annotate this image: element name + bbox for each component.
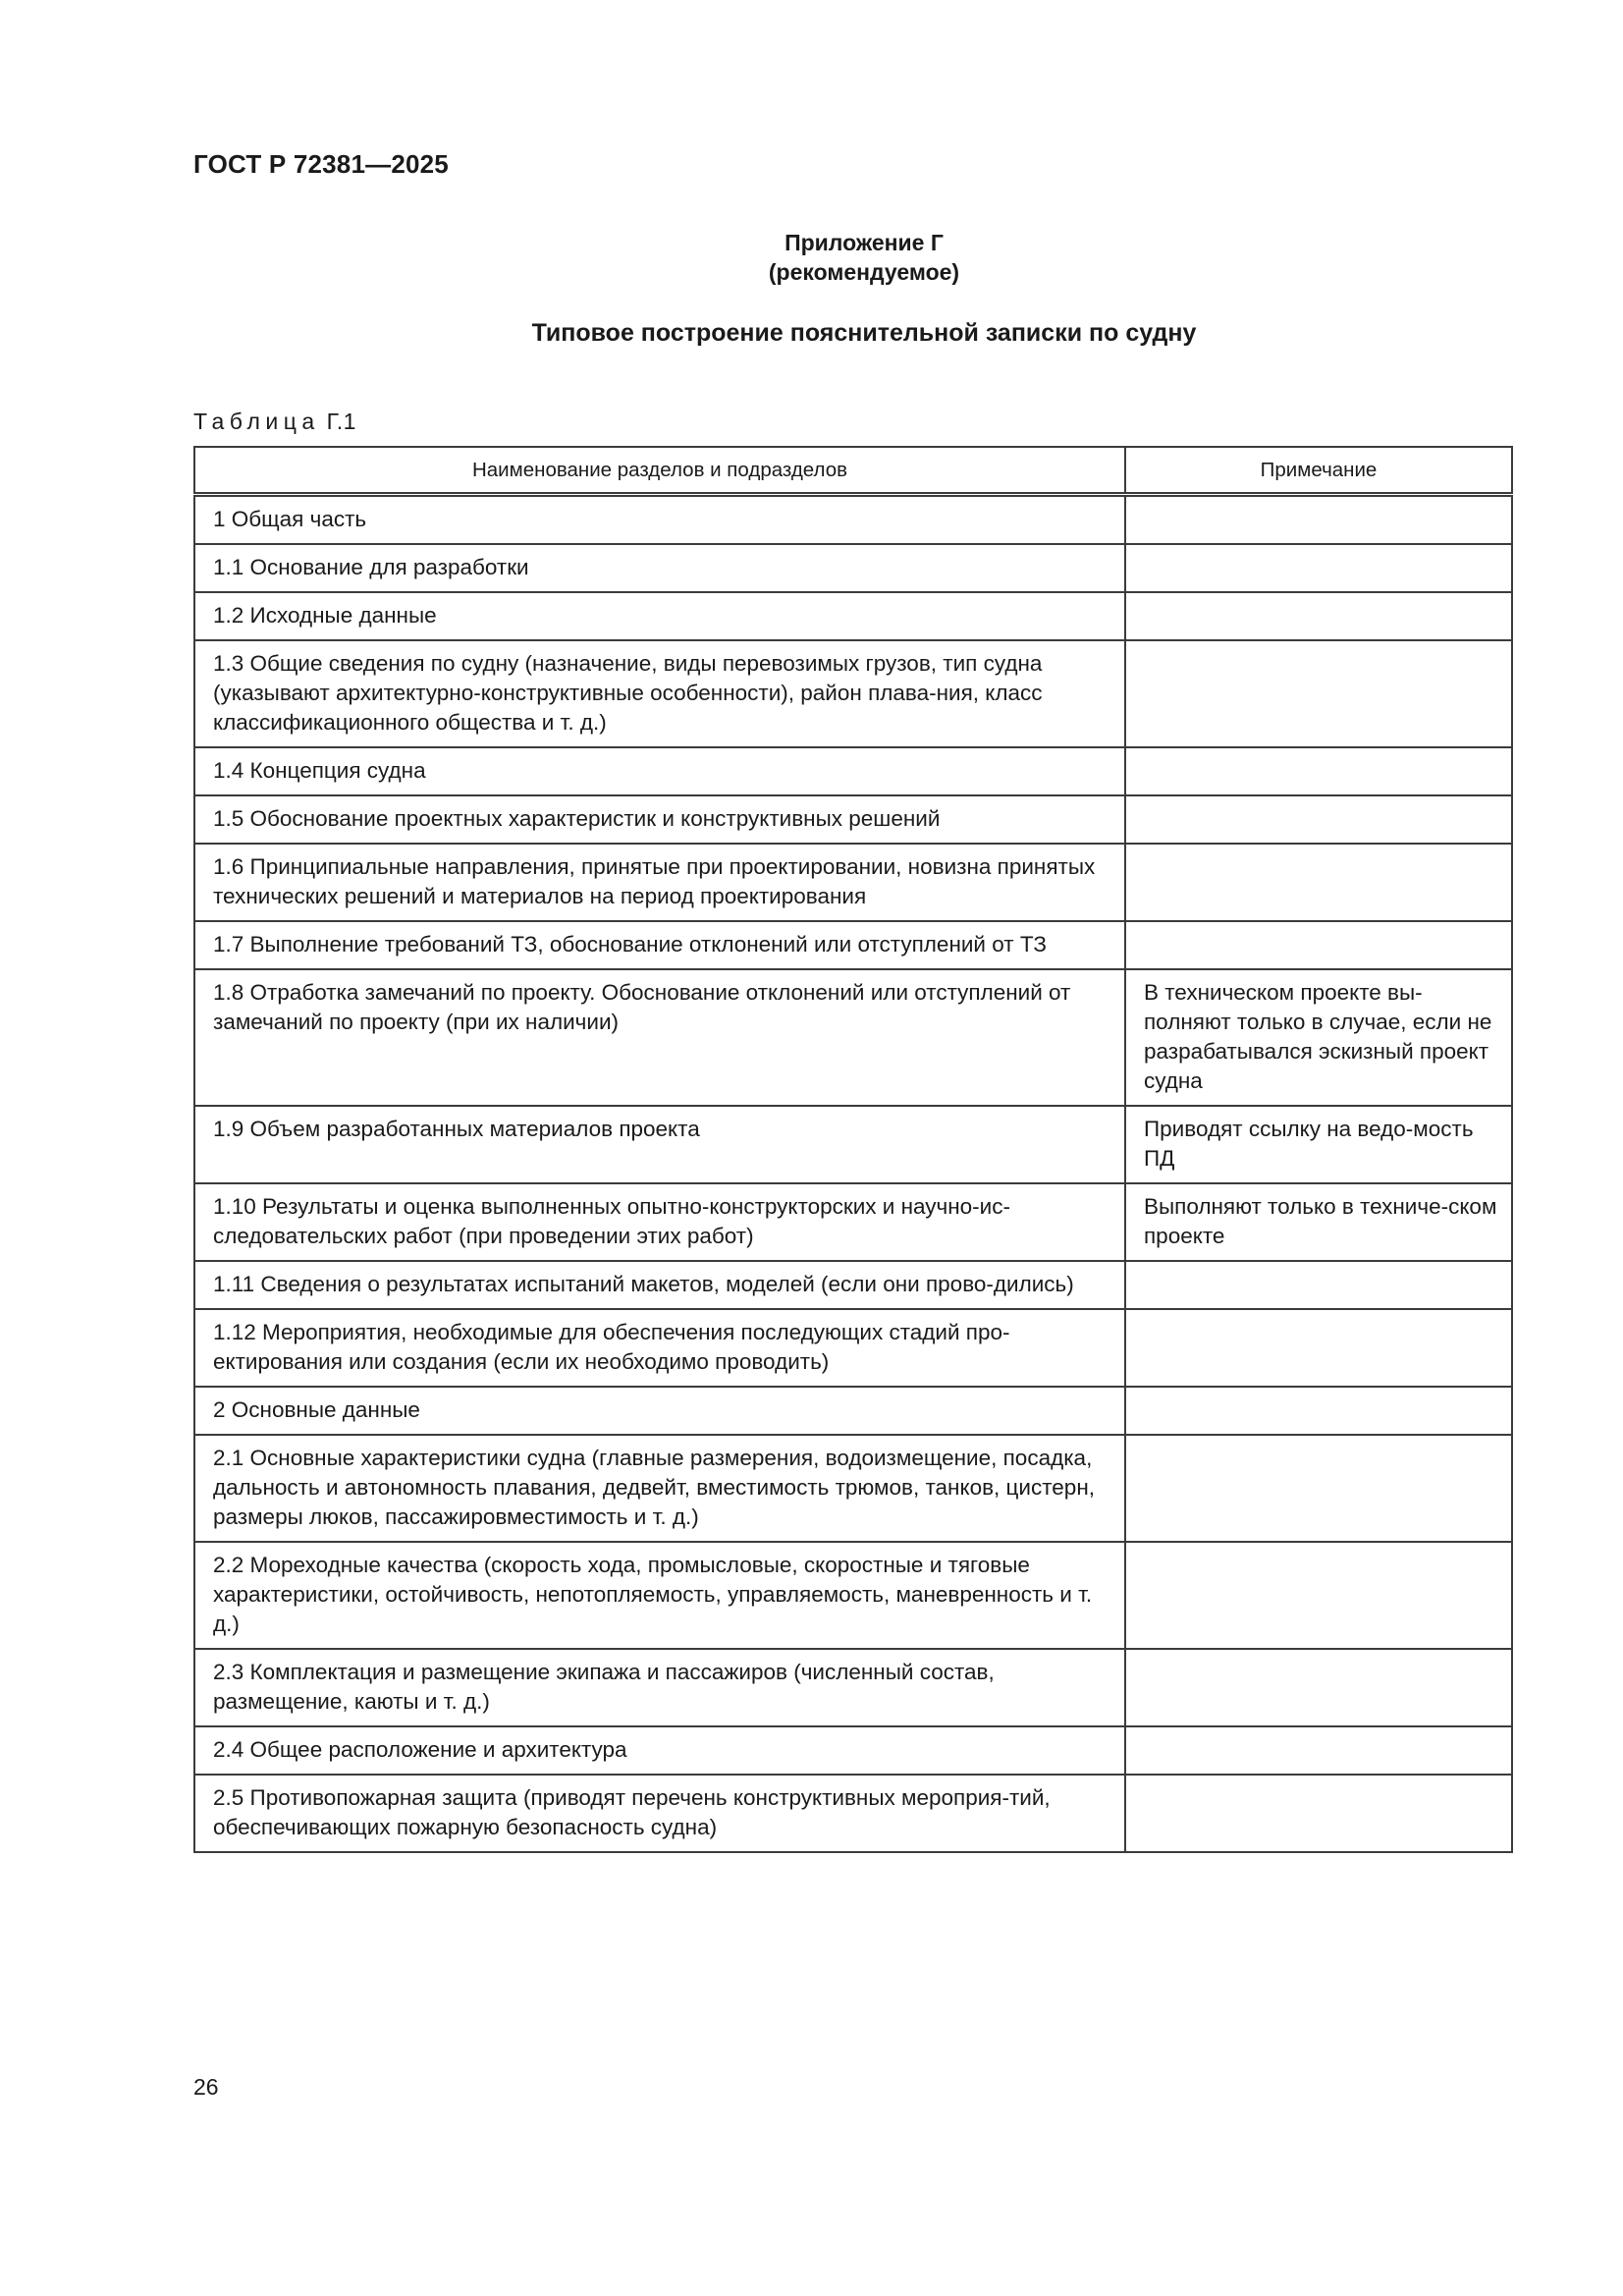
section-name-cell: 2.1 Основные характеристики судна (главные размерения, водоизмещение, посадка, дальность и автономность плавания, дедвейт, вместимость трюмов, танков, цистерн, размеры люков, пассажировместимость и т. д.) <box>194 1435 1125 1542</box>
note-cell <box>1125 1649 1512 1726</box>
table-row <box>194 795 1512 844</box>
note-cell <box>1125 1435 1512 1542</box>
section-name-cell: 2.4 Общее расположение и архитектура <box>194 1726 1125 1775</box>
note-cell <box>1125 1309 1512 1387</box>
section-name-cell: 2.5 Противопожарная защита (приводят перечень конструктивных мероприя-тий, обеспечивающих пожарную безопасность судна) <box>194 1775 1125 1852</box>
table-row <box>194 844 1512 921</box>
table-row <box>194 1261 1512 1309</box>
table-row <box>194 1435 1512 1542</box>
section-name-cell: 2.2 Мореходные качества (скорость хода, промысловые, скоростные и тяговые характеристики, остойчивость, непотопляемость, управляемость, маневренность и т. д.) <box>194 1542 1125 1649</box>
section-name-cell: 1.10 Результаты и оценка выполненных опытно-конструкторских и научно-ис-следовательских работ (при проведении этих работ) <box>194 1183 1125 1261</box>
section-name-cell: 1.5 Обоснование проектных характеристик и конструктивных решений <box>194 795 1125 844</box>
section-name-cell: 1.3 Общие сведения по судну (назначение, виды перевозимых грузов, тип судна (указывают архитектурно-конструктивные особенности), район плава-ния, класс классификационного общества и т. д.) <box>194 640 1125 747</box>
note-cell <box>1125 747 1512 795</box>
section-name-cell: 2.3 Комплектация и размещение экипажа и пассажиров (численный состав, размещение, каюты и т. д.) <box>194 1649 1125 1726</box>
section-name-cell: 1.2 Исходные данные <box>194 592 1125 640</box>
annex-label: Приложение Г <box>784 230 944 255</box>
note-cell: Приводят ссылку на ведо-мость ПД <box>1125 1106 1512 1183</box>
note-cell <box>1125 640 1512 747</box>
note-cell <box>1125 1387 1512 1435</box>
sections-table <box>193 446 1513 1853</box>
table-row <box>194 1726 1512 1775</box>
table-row <box>194 1309 1512 1387</box>
note-cell <box>1125 592 1512 640</box>
document-code: ГОСТ Р 72381—2025 <box>193 149 449 179</box>
table-row <box>194 1387 1512 1435</box>
table-row <box>194 495 1512 545</box>
section-name-cell: 2 Основные данные <box>194 1387 1125 1435</box>
section-name-cell: 1.9 Объем разработанных материалов проекта <box>194 1106 1125 1183</box>
table-row <box>194 544 1512 592</box>
annex-title: Типовое построение пояснительной записки по судну <box>531 319 1197 347</box>
table-row <box>194 1183 1512 1261</box>
table-row <box>194 1775 1512 1852</box>
note-cell: Выполняют только в техниче-ском проекте <box>1125 1183 1512 1261</box>
table-row <box>194 1649 1512 1726</box>
section-name-cell: 1.12 Мероприятия, необходимые для обеспечения последующих стадий про-ектирования или создания (если их необходимо проводить) <box>194 1309 1125 1387</box>
section-name-cell: 1.8 Отработка замечаний по проекту. Обоснование отклонений или отступлений от замечаний по проекту (при их наличии) <box>194 969 1125 1106</box>
note-cell <box>1125 1775 1512 1852</box>
table-caption-word: Таблица <box>193 409 320 434</box>
table-row <box>194 747 1512 795</box>
header-note: Примечание <box>1125 447 1512 495</box>
note-cell <box>1125 1261 1512 1309</box>
header-sections: Наименование разделов и подразделов <box>194 447 1125 495</box>
table-caption-number: Г.1 <box>326 409 356 434</box>
table-caption <box>193 409 356 435</box>
section-name-cell: 1.7 Выполнение требований ТЗ, обоснование отклонений или отступлений от ТЗ <box>194 921 1125 969</box>
annex-status: (рекомендуемое) <box>768 259 960 285</box>
page-number: 26 <box>193 2074 219 2100</box>
table-row <box>194 1542 1512 1649</box>
section-name-cell: 1.1 Основание для разработки <box>194 544 1125 592</box>
table-row <box>194 969 1512 1106</box>
table-body <box>194 495 1512 1853</box>
note-cell: В техническом проекте вы-полняют только в случае, если не разрабатывался эскизный проект судна <box>1125 969 1512 1106</box>
table-row <box>194 1106 1512 1183</box>
note-cell <box>1125 495 1512 545</box>
annex-heading <box>0 228 1623 287</box>
note-cell <box>1125 795 1512 844</box>
section-name-cell: 1 Общая часть <box>194 495 1125 545</box>
note-cell <box>1125 844 1512 921</box>
table-row <box>194 921 1512 969</box>
note-cell <box>1125 921 1512 969</box>
note-cell <box>1125 1726 1512 1775</box>
section-name-cell: 1.4 Концепция судна <box>194 747 1125 795</box>
note-cell <box>1125 544 1512 592</box>
section-name-cell: 1.6 Принципиальные направления, принятые при проектировании, новизна принятых технических решений и материалов на период проектирования <box>194 844 1125 921</box>
table-header-row <box>194 447 1512 495</box>
note-cell <box>1125 1542 1512 1649</box>
table-row <box>194 640 1512 747</box>
section-name-cell: 1.11 Сведения о результатах испытаний макетов, моделей (если они прово-дились) <box>194 1261 1125 1309</box>
table-row <box>194 592 1512 640</box>
